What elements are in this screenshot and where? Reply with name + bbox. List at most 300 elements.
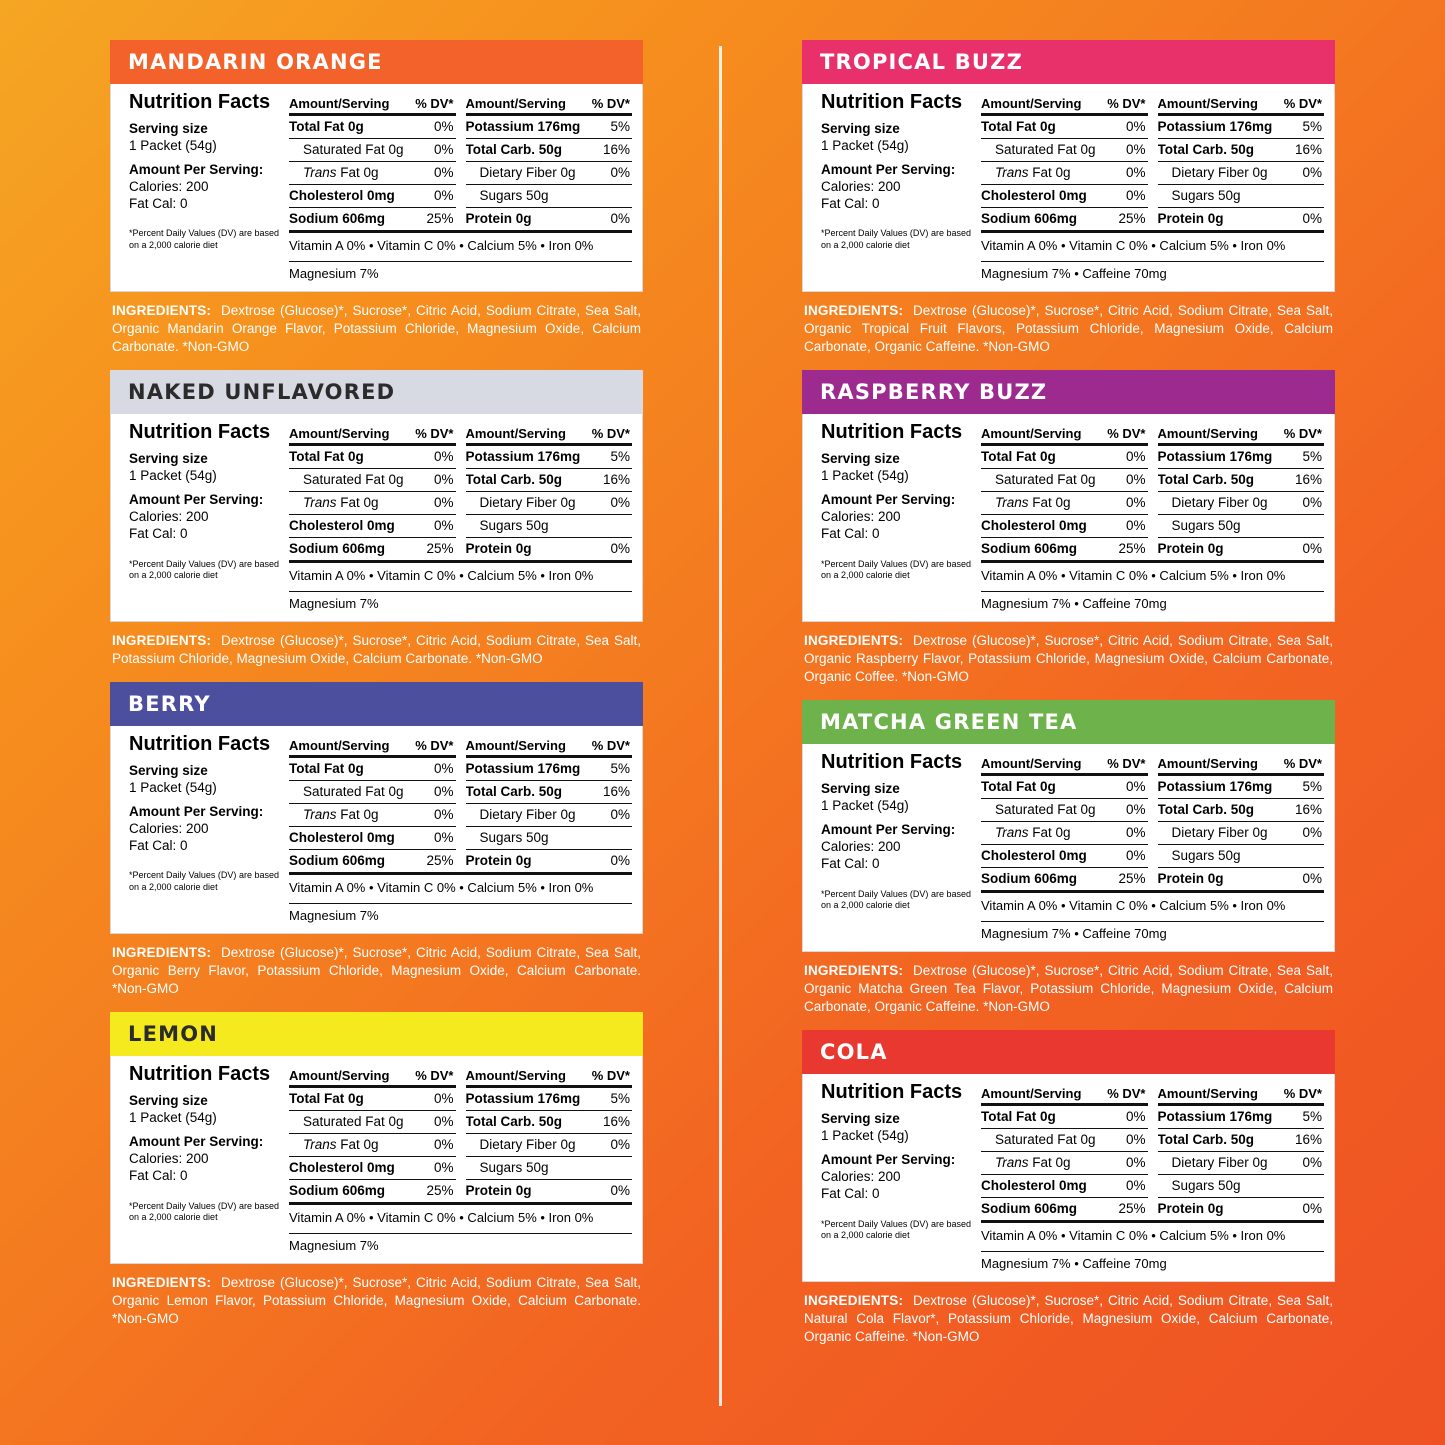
nutrient-row [1158,1129,1325,1152]
daily-value-footnote: *Percent Daily Values (DV) are based on a 2,000 calorie diet [129,870,279,892]
product-panel-berry [110,682,643,1008]
nutrient-row [466,1180,633,1202]
panel-spacer [802,686,1335,696]
nutrient-dv: 0% [433,1114,454,1130]
facts-summary [121,422,289,611]
nutrition-facts-box [110,1056,643,1264]
nutrient-columns [981,1082,1324,1220]
nutrient-row [289,1134,456,1157]
serving-size: Serving size 1 Packet (54g) [129,451,217,484]
facts-table [981,752,1324,941]
nutrient-name: Potassium 176mg [465,449,581,465]
flavor-header-tropical-buzz [802,40,1335,84]
nutrient-name: Dietary Fiber 0g [1171,495,1268,511]
nutrient-dv: 5% [1302,449,1322,465]
nutrient-row [289,446,456,469]
nutrient-name: Potassium 176mg [1157,449,1273,465]
nutrient-dv: 0% [1125,472,1146,488]
nutrient-dv: 16% [1294,472,1322,488]
nutrient-row [466,781,633,804]
nutrient-row [289,162,456,185]
nutrition-facts-box [802,84,1335,292]
nutrient-dv: 0% [433,449,454,465]
nutrient-name: Cholesterol 0mg [981,1178,1087,1194]
facts-summary [121,92,289,281]
nutrient-name: Trans Fat 0g [303,165,379,180]
nutrient-dv: 0% [1302,825,1322,841]
flavor-name: TROPICAL BUZZ [820,50,1024,74]
flavor-header-berry [110,682,643,726]
daily-value-footnote: *Percent Daily Values (DV) are based on a 2,000 calorie diet [821,888,971,910]
daily-value-header: % DV* [1107,1085,1146,1101]
minerals-line: Magnesium 7% • Caffeine 70mg [981,1251,1324,1271]
amount-per-serving: Amount Per Serving: Calories: 200 Fat Cal: 0 [129,1134,264,1183]
nutrient-row [1158,208,1325,230]
ingredients-label: INGREDIENTS: [804,302,904,318]
panel-spacer [110,1328,643,1338]
nutrient-dv: 0% [610,495,630,511]
daily-value-header: % DV* [415,425,454,441]
nutrient-dv: 0% [1125,495,1146,511]
nutrient-dv: 0% [1125,1109,1146,1125]
ingredients-label: INGREDIENTS: [804,632,904,648]
nutrient-row [466,758,633,781]
nutrient-row [981,116,1148,139]
facts-table [981,92,1324,281]
amount-per-serving-header: Amount/Serving [981,1085,1082,1101]
facts-summary [813,752,981,941]
nutrient-row [1158,776,1325,799]
minerals-line: Magnesium 7% [289,903,632,923]
nutrient-name: Sugars 50g [479,518,549,534]
nutrition-facts-title: Nutrition Facts [821,751,963,774]
vitamins-line: Vitamin A 0% • Vitamin C 0% • Calcium 5% • Iron 0% [289,1202,632,1229]
nutrient-row [981,868,1148,890]
nutrient-row [466,492,633,515]
daily-value-header: % DV* [591,95,630,111]
nutrient-dv: 0% [1302,495,1322,511]
nutrient-dv: 0% [1302,871,1322,887]
ingredients-tropical-buzz: INGREDIENTS: Dextrose (Glucose)*, Sucrose*, Citric Acid, Sodium Citrate, Sea Salt, Organic Tropical Fruit Flavors, Potassium Chloride, Magnesium Oxide, Calcium Carbonate, Organic Caffeine. *Non-GMO [804,302,1333,354]
nutrient-dv: 0% [610,807,630,823]
facts-table [289,422,632,611]
nutrient-row [289,781,456,804]
nutrient-dv: 0% [433,784,454,800]
nutrient-name: Protein 0g [1157,211,1224,226]
nutrient-name: Protein 0g [465,211,532,226]
product-panel-raspberry-buzz [802,370,1335,696]
ingredients-label: INGREDIENTS: [112,1274,212,1290]
facts-table [981,1082,1324,1271]
nutrition-facts-box [802,744,1335,952]
nutrient-column-left [289,422,456,560]
nutrient-dv: 0% [1302,1155,1322,1171]
nutrient-row [981,1129,1148,1152]
panel-spacer [110,356,643,366]
nutrient-dv: 16% [1294,802,1322,818]
nutrient-row [981,822,1148,845]
nutrient-name: Potassium 176mg [465,1091,581,1107]
minerals-line: Magnesium 7% [289,591,632,611]
nutrient-row [981,1175,1148,1198]
panel-spacer [802,356,1335,366]
column-header [466,92,633,116]
ingredients-matcha-green-tea: INGREDIENTS: Dextrose (Glucose)*, Sucrose*, Citric Acid, Sodium Citrate, Sea Salt, Organic Matcha Green Tea Flavor, Potassium Chloride, Magnesium Oxide, Calcium Carbonate, Organic Caffeine. *Non-GMO [804,962,1333,1015]
nutrient-row [1158,799,1325,822]
facts-summary [813,1082,981,1271]
nutrient-name: Saturated Fat 0g [995,142,1096,157]
nutrient-name: Total Fat 0g [981,779,1056,795]
nutrient-row [1158,492,1325,515]
nutrient-name: Total Fat 0g [981,1109,1056,1125]
nutrient-dv: 0% [610,853,630,869]
nutrient-row [1158,868,1325,890]
daily-value-footnote: *Percent Daily Values (DV) are based on a 2,000 calorie diet [129,228,279,250]
ingredients-berry: INGREDIENTS: Dextrose (Glucose)*, Sucrose*, Citric Acid, Sodium Citrate, Sea Salt, Organic Berry Flavor, Potassium Chloride, Magnesium Oxide, Calcium Carbonate. *Non-GMO [112,944,641,997]
nutrient-row [289,469,456,492]
daily-value-header: % DV* [415,737,454,753]
flavor-name: COLA [820,1040,888,1065]
column-header [466,1064,633,1088]
amount-per-serving-header: Amount/Serving [465,737,566,753]
amount-per-serving: Amount Per Serving: Calories: 200 Fat Cal: 0 [821,1152,956,1201]
nutrient-row [1158,116,1325,139]
nutrient-row [1158,185,1325,208]
amount-per-serving-header: Amount/Serving [465,1067,566,1083]
nutrient-row [1158,845,1325,868]
nutrient-name: Cholesterol 0mg [289,188,395,203]
nutrient-name: Sodium 606mg [981,211,1078,226]
nutrient-row [466,185,633,208]
nutrient-dv: 0% [1125,848,1146,864]
nutrient-dv: 5% [1302,1109,1322,1125]
nutrient-name: Sugars 50g [1171,188,1241,203]
nutrient-row [1158,1106,1325,1129]
nutrient-name: Cholesterol 0mg [289,518,395,534]
nutrient-row [1158,515,1325,538]
nutrient-dv: 5% [610,761,630,777]
daily-value-footnote: *Percent Daily Values (DV) are based on a 2,000 calorie diet [129,1200,279,1222]
nutrient-name: Sodium 606mg [981,1201,1078,1217]
amount-per-serving-header: Amount/Serving [289,95,390,111]
nutrient-name: Sodium 606mg [289,211,386,226]
nutrient-dv: 0% [433,1160,454,1176]
nutrient-dv: 25% [1118,541,1146,557]
nutrient-name: Trans Fat 0g [303,807,379,823]
nutrient-name: Trans Fat 0g [995,825,1071,841]
nutrition-facts-title: Nutrition Facts [821,421,963,444]
nutrient-dv: 5% [1302,779,1322,795]
nutrient-name: Sugars 50g [479,188,549,203]
daily-value-footnote: *Percent Daily Values (DV) are based on a 2,000 calorie diet [129,558,279,580]
flavor-header-raspberry-buzz [802,370,1335,414]
nutrient-name: Saturated Fat 0g [303,142,404,157]
amount-per-serving-header: Amount/Serving [465,95,566,111]
daily-value-footnote: *Percent Daily Values (DV) are based on a 2,000 calorie diet [821,1218,971,1241]
product-panel-lemon [110,1012,643,1338]
daily-value-header: % DV* [591,737,630,753]
nutrient-dv: 16% [602,142,630,157]
amount-per-serving-header: Amount/Serving [289,425,390,441]
nutrient-dv: 25% [1118,211,1146,226]
nutrient-name: Protein 0g [465,853,532,869]
nutrient-dv: 0% [1125,142,1146,157]
nutrient-row [466,469,633,492]
ingredients-label: INGREDIENTS: [112,302,212,318]
nutrient-name: Total Fat 0g [289,761,364,777]
amount-per-serving-header: Amount/Serving [981,425,1082,441]
nutrient-columns [981,92,1324,230]
daily-value-header: % DV* [1107,425,1146,441]
nutrient-dv: 0% [610,165,630,180]
nutrient-name: Total Fat 0g [289,119,364,134]
column-header [289,422,456,446]
nutrient-dv: 0% [1302,165,1322,180]
nutrient-name: Saturated Fat 0g [995,802,1096,818]
nutrient-row [1158,1152,1325,1175]
nutrient-dv: 0% [1125,779,1146,795]
daily-value-footnote: *Percent Daily Values (DV) are based on a 2,000 calorie diet [821,558,971,580]
nutrient-row [981,1198,1148,1220]
nutrient-dv: 0% [433,761,454,777]
nutrient-name: Protein 0g [1157,541,1224,557]
flavor-header-cola [802,1030,1335,1074]
nutrient-row [289,492,456,515]
nutrient-column-right [1158,92,1325,230]
nutrient-dv: 16% [602,1114,630,1130]
serving-size: Serving size 1 Packet (54g) [129,763,217,795]
nutrition-facts-box [802,414,1335,622]
nutrient-row [981,515,1148,538]
nutrient-row [981,1106,1148,1129]
nutrient-row [289,804,456,827]
nutrient-row [981,469,1148,492]
nutrient-column-right [466,734,633,872]
daily-value-header: % DV* [415,1067,454,1083]
amount-per-serving-header: Amount/Serving [1157,1085,1258,1101]
nutrient-name: Potassium 176mg [1157,119,1273,134]
facts-table [289,1064,632,1253]
nutrient-dv: 0% [433,830,454,846]
nutrient-row [466,827,633,850]
nutrient-row [981,139,1148,162]
nutrient-name: Sugars 50g [1171,1178,1241,1194]
nutrient-row [289,1180,456,1202]
nutrient-row [1158,1175,1325,1198]
column-header [1158,422,1325,446]
facts-summary [121,734,289,923]
nutrient-dv: 0% [433,518,454,534]
nutrient-row [1158,469,1325,492]
column-header [981,1082,1148,1106]
nutrient-name: Potassium 176mg [465,119,581,134]
nutrient-name: Sugars 50g [479,830,549,846]
nutrient-dv: 0% [433,1091,454,1107]
nutrient-columns [289,1064,632,1202]
nutrient-dv: 5% [1302,119,1322,134]
nutrient-row [1158,822,1325,845]
nutrient-name: Dietary Fiber 0g [479,495,576,511]
nutrient-row [466,208,633,230]
nutrient-column-right [466,422,633,560]
nutrient-dv: 0% [433,495,454,511]
nutrient-row [1158,1198,1325,1220]
column-header [1158,752,1325,776]
amount-per-serving-header: Amount/Serving [465,425,566,441]
facts-table [289,734,632,923]
nutrient-dv: 0% [433,807,454,823]
product-panel-cola [802,1030,1335,1356]
nutrient-column-left [981,422,1148,560]
nutrient-dv: 0% [1125,119,1146,134]
ingredients-mandarin-orange: INGREDIENTS: Dextrose (Glucose)*, Sucrose*, Citric Acid, Sodium Citrate, Sea Salt, Organic Mandarin Orange Flavor, Potassium Chloride, Magnesium Oxide, Calcium Carbonate. *Non-GMO [112,302,641,354]
nutrient-name: Total Fat 0g [289,449,364,465]
nutrition-facts-box [802,1074,1335,1282]
panel-spacer [110,668,643,678]
serving-size: Serving size 1 Packet (54g) [821,781,909,814]
nutrient-dv: 0% [610,211,630,226]
nutrient-name: Dietary Fiber 0g [1171,165,1268,180]
flavor-header-mandarin-orange [110,40,643,84]
flavor-name: BERRY [128,692,211,717]
minerals-line: Magnesium 7% • Caffeine 70mg [981,921,1324,941]
column-header [289,1064,456,1088]
nutrient-name: Saturated Fat 0g [303,1114,404,1130]
panel-spacer [802,1347,1335,1357]
nutrient-column-left [981,1082,1148,1220]
nutrient-row [981,446,1148,469]
column-header [466,422,633,446]
nutrient-name: Sugars 50g [479,1160,549,1176]
nutrient-dv: 0% [610,1183,630,1199]
serving-size: Serving size 1 Packet (54g) [129,121,217,153]
nutrient-dv: 16% [1294,142,1322,157]
nutrient-dv: 0% [433,142,454,157]
nutrition-facts-title: Nutrition Facts [821,91,963,113]
ingredients-cola: INGREDIENTS: Dextrose (Glucose)*, Sucrose*, Citric Acid, Sodium Citrate, Sea Salt, Natural Cola Flavor*, Potassium Chloride, Magnesium Oxide, Calcium Carbonate, Organic Caffeine. *Non-GMO [804,1292,1333,1345]
nutrient-row [289,1088,456,1111]
nutrient-dv: 0% [1302,211,1322,226]
serving-size: Serving size 1 Packet (54g) [129,1093,217,1126]
nutrient-name: Protein 0g [465,541,532,557]
nutrient-name: Trans Fat 0g [995,495,1071,511]
nutrient-column-right [1158,752,1325,890]
nutrition-facts-box [110,414,643,622]
nutrient-name: Protein 0g [1157,871,1224,887]
amount-per-serving-header: Amount/Serving [1157,95,1258,111]
nutrient-row [981,799,1148,822]
panel-spacer [110,998,643,1008]
amount-per-serving: Amount Per Serving: Calories: 200 Fat Cal: 0 [129,491,264,541]
nutrient-name: Saturated Fat 0g [995,472,1096,488]
flavor-header-matcha-green-tea [802,700,1335,744]
nutrient-name: Cholesterol 0mg [981,188,1087,203]
nutrient-row [289,1111,456,1134]
ingredients-label: INGREDIENTS: [804,1292,904,1308]
nutrient-row [981,185,1148,208]
nutrient-name: Total Carb. 50g [1157,472,1255,488]
nutrient-dv: 16% [602,472,630,488]
serving-size: Serving size 1 Packet (54g) [821,451,909,484]
nutrient-row [981,492,1148,515]
nutrient-row [289,758,456,781]
nutrient-columns [289,92,632,230]
amount-per-serving: Amount Per Serving: Calories: 200 Fat Cal: 0 [821,822,956,871]
nutrient-name: Total Carb. 50g [465,784,563,800]
left-column [110,40,643,1415]
column-header [289,734,456,758]
nutrient-dv: 25% [1118,871,1146,887]
facts-summary [813,422,981,611]
nutrient-dv: 0% [433,1137,454,1153]
nutrient-row [466,850,633,872]
nutrient-name: Saturated Fat 0g [995,1132,1096,1148]
nutrient-columns [289,422,632,560]
nutrient-row [981,162,1148,185]
nutrient-name: Sodium 606mg [981,541,1078,557]
vertical-divider [719,46,722,1406]
daily-value-header: % DV* [591,425,630,441]
nutrient-name: Protein 0g [465,1183,532,1199]
nutrient-row [1158,162,1325,185]
nutrient-row [289,515,456,538]
ingredients-lemon: INGREDIENTS: Dextrose (Glucose)*, Sucrose*, Citric Acid, Sodium Citrate, Sea Salt, Organic Lemon Flavor, Potassium Chloride, Magnesium Oxide, Calcium Carbonate. *Non-GMO [112,1274,641,1327]
nutrient-dv: 5% [610,119,630,134]
nutrient-name: Dietary Fiber 0g [479,1137,576,1153]
nutrient-column-left [289,1064,456,1202]
daily-value-header: % DV* [1283,755,1322,771]
nutrient-dv: 0% [1125,1132,1146,1148]
nutrient-name: Dietary Fiber 0g [479,165,576,180]
nutrient-row [289,208,456,230]
nutrient-name: Sodium 606mg [289,1183,386,1199]
nutrient-row [1158,446,1325,469]
nutrient-row [1158,139,1325,162]
nutrient-dv: 0% [610,1137,630,1153]
nutrient-dv: 0% [1125,1178,1146,1194]
nutrition-facts-box [110,84,643,292]
column-header [289,92,456,116]
nutrient-name: Total Carb. 50g [465,142,563,157]
nutrient-name: Total Carb. 50g [1157,802,1255,818]
amount-per-serving: Amount Per Serving: Calories: 200 Fat Cal: 0 [129,803,264,853]
right-column [802,40,1335,1415]
nutrient-column-left [981,92,1148,230]
nutrient-dv: 25% [426,541,454,557]
nutrient-dv: 0% [433,119,454,134]
nutrient-dv: 0% [1125,518,1146,534]
amount-per-serving: Amount Per Serving: Calories: 200 Fat Cal: 0 [821,161,956,211]
nutrition-facts-title: Nutrition Facts [821,1081,963,1104]
nutrient-row [1158,538,1325,560]
minerals-line: Magnesium 7% [289,1233,632,1253]
flavor-name: LEMON [128,1022,219,1047]
nutrient-dv: 0% [433,472,454,488]
nutrient-name: Dietary Fiber 0g [1171,1155,1268,1171]
nutrient-name: Trans Fat 0g [303,1137,379,1153]
vitamins-line: Vitamin A 0% • Vitamin C 0% • Calcium 5% • Iron 0% [981,890,1324,917]
nutrient-dv: 0% [433,188,454,203]
flavor-header-lemon [110,1012,643,1056]
serving-size: Serving size 1 Packet (54g) [821,121,909,153]
product-panel-mandarin-orange [110,40,643,366]
nutrient-row [466,1134,633,1157]
amount-per-serving-header: Amount/Serving [1157,425,1258,441]
facts-table [981,422,1324,611]
daily-value-header: % DV* [1283,1085,1322,1101]
nutrient-dv: 25% [426,853,454,869]
nutrient-name: Sodium 606mg [981,871,1078,887]
